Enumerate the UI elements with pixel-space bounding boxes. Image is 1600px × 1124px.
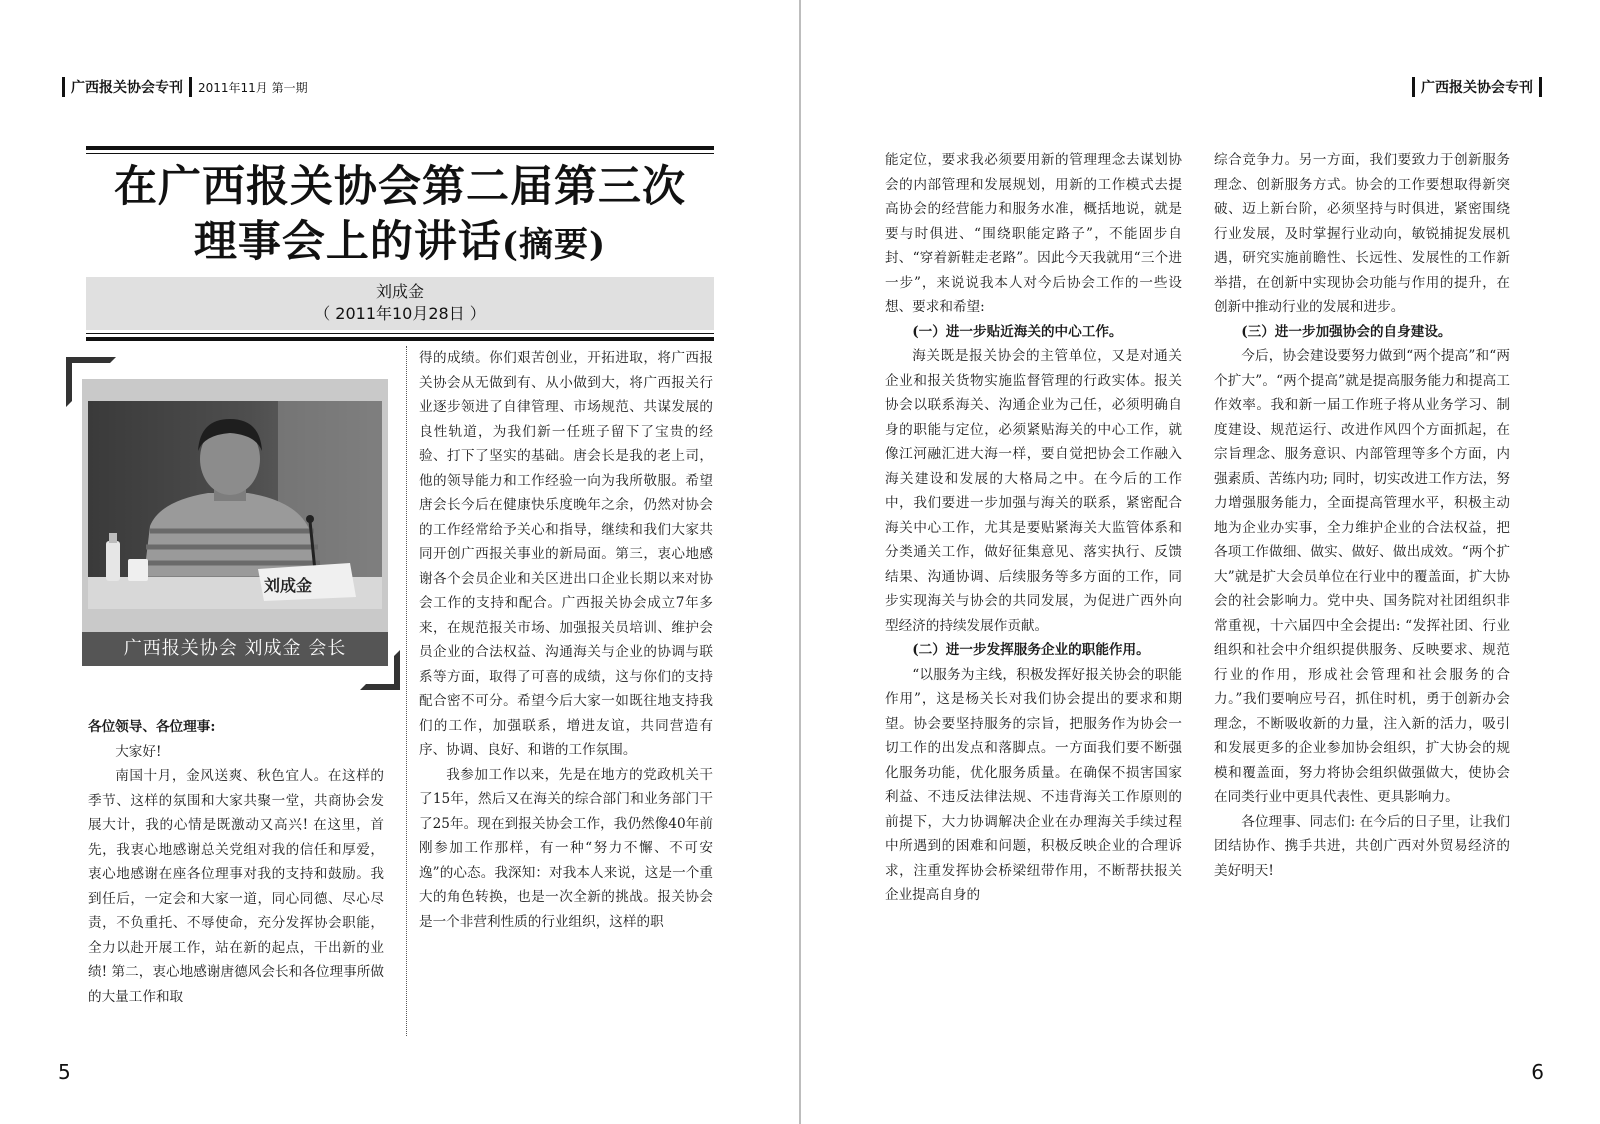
left-column-2 bbox=[419, 346, 713, 934]
header-bar bbox=[62, 77, 65, 97]
greeting: 大家好! bbox=[115, 743, 162, 760]
header-bar bbox=[1539, 77, 1542, 97]
speaker-photo-frame bbox=[82, 379, 388, 664]
nameplate-text: 刘成金 bbox=[264, 576, 313, 595]
running-header-right bbox=[1406, 76, 1548, 98]
body-paragraph: 得的成绩。你们艰苦创业，开拓进取，将广西报关协会从无做到有、从小做到大，将广西报关行业逐步领进了自律管理、市场规范、共谋发展的良性轨道，为我们新一任班子留下了宝贵的经验、打下了坚实的基础。唐会长是我的老上司，他的领导能力和工作经验一向为我所敬服。希望唐会长今后在健康快乐度晚年之余，仍然对协会的工作经常给予关心和指导，继续和我们大家共同开创广西报关事业的新局面。第三，衷心地感谢各个会员企业和关区进出口企业长期以来对协会工作的支持和配合。广西报关协会成立7年多来，在规范报关市场、加强报关员培训、维护会员企业的合法权益、沟通海关与企业的协调与联系等方面，取得了可喜的成绩，这与你们的支持配合密不可分。希望今后大家一如既往地支持我们的工作，加强联系，增进友谊，共同营造有序、协调、良好、和谐的工作氛围。 bbox=[419, 350, 713, 758]
speech-date: （ 2011年10月28日 ） bbox=[314, 304, 486, 323]
body-paragraph: 能定位，要求我必须要用新的管理理念去谋划协会的内部管理和发展规划，用新的工作模式去提高协会的经营能力和服务水准，概括地说，就是要与时俱进、“围绕职能定路子”，不能固步自封、“穿着新鞋走老路”。因此今天我就用“三个进一步”，来说说我本人对今后协会工作的一些设想、要求和希望: bbox=[885, 152, 1182, 315]
photo-corner-ornament bbox=[360, 650, 400, 690]
body-paragraph: 海关既是报关协会的主管单位，又是对通关企业和报关货物实施监督管理的行政实体。报关协会以联系海关、沟通企业为己任，必须明确自身的职能与定位，必须紧贴海关的中心工作，就像江河融汇进大海一样，要自觉把协会工作融入海关建设和发展的大格局之中。在今后的工作中，我们要进一步加强与海关的联系，紧密配合海关中心工作，尤其是要贴紧海关大监管体系和分类通关工作，做好征集意见、落实执行、反馈结果、沟通协调、后续服务等多方面的工作，同步实现海关与协会的共同发展，为促进广西外向型经济的持续发展作贡献。 bbox=[885, 348, 1182, 634]
running-header-left bbox=[56, 76, 308, 98]
body-paragraph: 南国十月，金风送爽、秋色宜人。在这样的季节、这样的氛围和大家共聚一堂，共商协会发展大计，我的心情是既激动又高兴! 在这里，首先，我衷心地感谢总关党组对我的信任和厚爱，衷心地感谢在座各位理事对我的支持和鼓励。我到任后，一定会和大家一道，同心同德、尽心尽责，不负重托、不辱使命，充分发挥协会职能，全力以赴开展工作，站在新的起点，干出新的业绩! 第二，衷心地感谢唐德风会长和各位理事所做的大量工作和取 bbox=[88, 768, 384, 1005]
byline-box bbox=[86, 277, 714, 330]
page-number: 5 bbox=[58, 1060, 71, 1084]
journal-title: 广西报关协会专刊 bbox=[1421, 80, 1533, 96]
article-title-line2 bbox=[86, 215, 714, 273]
right-column-2 bbox=[1214, 148, 1510, 883]
left-page bbox=[0, 0, 799, 1124]
speaker-photo bbox=[88, 401, 382, 609]
body-paragraph: 综合竞争力。另一方面，我们要致力于创新服务理念、创新服务方式。协会的工作要想取得新突破、迈上新台阶，必须坚持与时俱进，紧密围绕行业发展，及时掌握行业动向，敏锐捕捉发展机遇，研究实施前瞻性、长远性、发展性的工作新举措，在创新中实现协会功能与作用的提升，在创新中推动行业的发展和进步。 bbox=[1214, 152, 1510, 315]
author-name: 刘成金 bbox=[375, 282, 424, 301]
section-heading: (二）进一步发挥服务企业的职能作用。 bbox=[912, 642, 1150, 658]
article-title-main: 理事会上的讲话 bbox=[193, 217, 502, 267]
body-paragraph: “以服务为主线，积极发挥好报关协会的职能作用”，这是杨关长对我们协会提出的要求和期望。协会要坚持服务的宗旨，把服务作为协会一切工作的出发点和落脚点。一方面我们要不断强化服务功能，优化服务质量。在确保不损害国家利益、不违反法律法规、不违背海关工作原则的前提下，大力协调解决企业在办理海关手续过程中所遇到的困难和问题，积极反映企业的合理诉求，注重发挥协会桥梁纽带作用，不断帮扶报关企业提高自身的 bbox=[885, 666, 1182, 903]
page-number: 6 bbox=[1531, 1060, 1544, 1084]
journal-title: 广西报关协会专刊 bbox=[71, 80, 183, 96]
photo-caption: 广西报关协会 刘成金 会长 bbox=[82, 632, 388, 666]
title-top-rule bbox=[86, 146, 714, 154]
article-title-line1: 在广西报关协会第二届第三次 bbox=[114, 162, 686, 212]
body-paragraph: 各位理事、同志们: 在今后的日子里，让我们团结协作、携手共进，共创广西对外贸易经济的美好明天! bbox=[1214, 813, 1510, 879]
issue-label: 2011年11月 第一期 bbox=[198, 80, 308, 95]
article-title bbox=[86, 160, 714, 273]
body-paragraph: 今后，协会建设要努力做到“两个提高”和“两个扩大”。“两个提高”就是提高服务能力和提高工作效率。我和新一届工作班子将从业务学习、制度建设、规范运行、改进作风四个方面抓起，在宗旨理念、服务意识、内部管理等多个方面，内强素质、苦练内功; 同时，切实改进工作方法，努力增强服务能力，全面提高管理水平，积极主动地为企业办实事，全力维护企业的合法权益，把各项工作做细、做实、做好、做出成效。“两个扩大”就是扩大会员单位在行业中的覆盖面，扩大协会的社会影响力。党中央、国务院对社团组织非常重视，十六届四中全会提出: “发挥社团、行业组织和社会中介组织提供服务、反映要求、规范行业的作用，形成社会管理和社会服务的合力。”我们要响应号召，抓住时机，勇于创新办会理念，不断吸收新的力量，注入新的活力，吸引和发展更多的企业参加协会组织，扩大协会的规模和覆盖面，努力将协会组织做强做大，使协会在同类行业中更具代表性、更具影响力。 bbox=[1214, 348, 1510, 805]
header-bar bbox=[1412, 77, 1415, 97]
title-bottom-rule bbox=[86, 333, 714, 341]
article-title-abstract-note: (摘要) bbox=[501, 225, 607, 265]
section-heading: (一）进一步贴近海关的中心工作。 bbox=[912, 323, 1123, 340]
left-column-1 bbox=[88, 715, 384, 1009]
body-paragraph: 我参加工作以来，先是在地方的党政机关干了15年，然后又在海关的综合部门和业务部门干了25年。现在到报关协会工作，我仍然像40年前刚参加工作那样，有一种“努力不懈、不可安逸”的心态。我深知：对我本人来说，这是一个重大的角色转换，也是一次全新的挑战。报关协会是一个非营利性质的行业组织，这样的职 bbox=[419, 766, 713, 930]
right-page bbox=[801, 0, 1600, 1124]
section-heading: (三）进一步加强协会的自身建设。 bbox=[1241, 323, 1452, 340]
header-bar bbox=[189, 77, 192, 97]
right-column-1 bbox=[885, 148, 1182, 908]
salutation: 各位领导、各位理事: bbox=[88, 719, 216, 735]
